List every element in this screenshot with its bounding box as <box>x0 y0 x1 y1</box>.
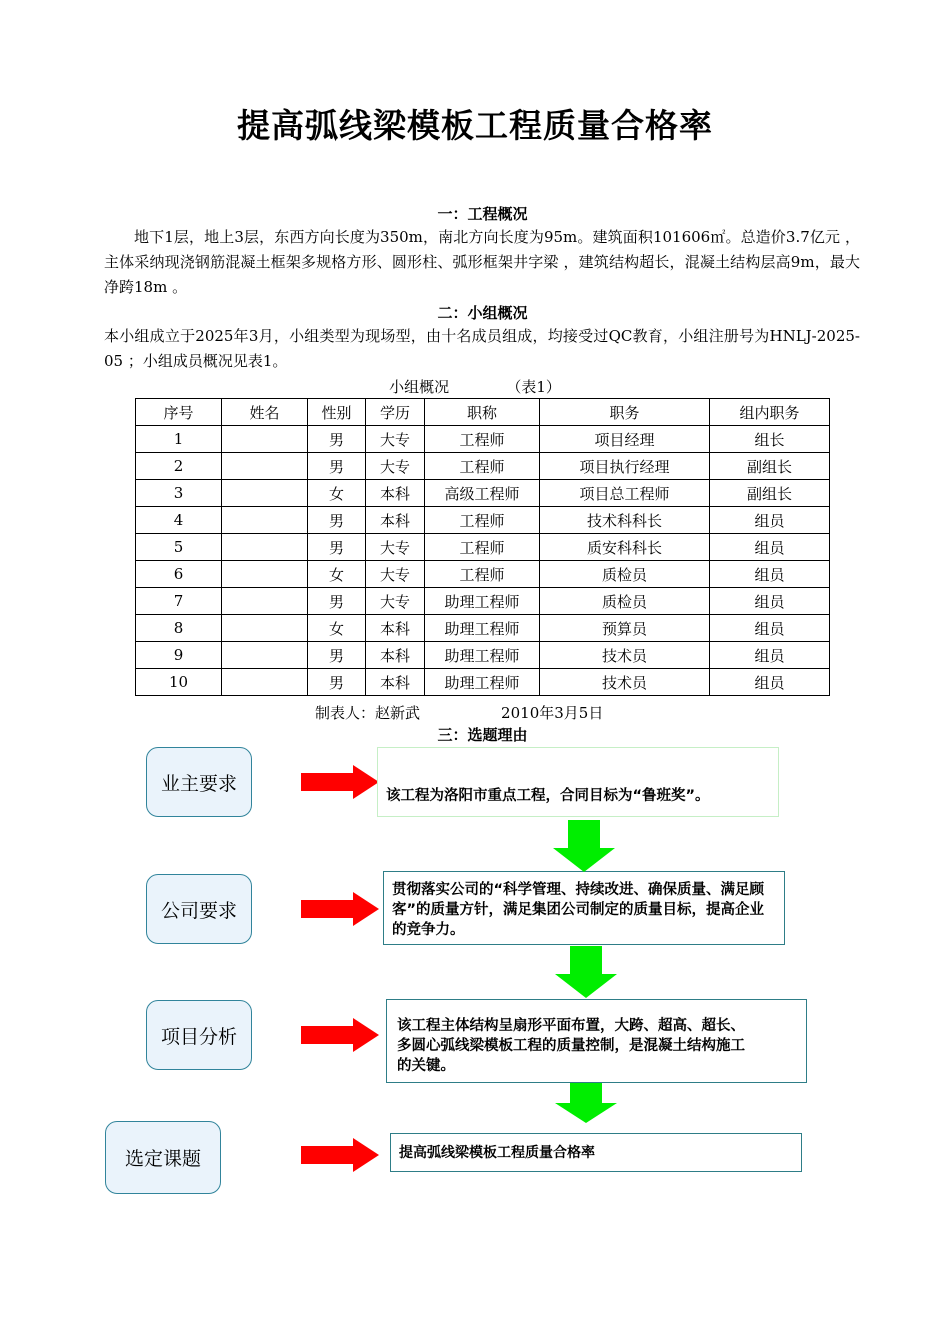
table-cell: 技术员 <box>540 642 710 669</box>
table-cell: 副组长 <box>710 480 830 507</box>
table-cell <box>222 426 308 453</box>
table-row <box>136 561 830 588</box>
table-row <box>136 588 830 615</box>
table-cell: 组员 <box>710 561 830 588</box>
table-cell: 本科 <box>366 669 425 696</box>
table-row <box>136 507 830 534</box>
table-cell: 女 <box>308 615 366 642</box>
table-cell: 本科 <box>366 642 425 669</box>
table-cell <box>222 669 308 696</box>
table-cell: 大专 <box>366 453 425 480</box>
table-cell: 大专 <box>366 534 425 561</box>
table-cell: 组员 <box>710 615 830 642</box>
table-cell: 组长 <box>710 426 830 453</box>
table-cell: 9 <box>136 642 222 669</box>
section-2-body: 本小组成立于2025年3月，小组类型为现场型，由十名成员组成，均接受过QC教育，小组注册号为HNLJ-2025-05 ；小组成员概况见表1。 <box>104 327 860 370</box>
table-cell: 男 <box>308 588 366 615</box>
table-header-row <box>136 399 830 426</box>
section-2-heading: 二：小组概况 <box>437 304 528 322</box>
table-cell: 4 <box>136 507 222 534</box>
table-cell: 女 <box>308 561 366 588</box>
table-cell <box>222 507 308 534</box>
table-cell: 质检员 <box>540 561 710 588</box>
flow-label-company: 公司要求 <box>146 874 252 944</box>
flow-label-project: 项目分析 <box>146 1000 252 1070</box>
table-cell: 组员 <box>710 669 830 696</box>
table-cell: 项目经理 <box>540 426 710 453</box>
table-caption: 小组概况 （表1） <box>389 378 561 396</box>
section-1-heading: 一：工程概况 <box>437 205 528 223</box>
table-header-cell: 职称 <box>425 399 540 426</box>
table-row <box>136 669 830 696</box>
table-row <box>136 534 830 561</box>
table-cell: 10 <box>136 669 222 696</box>
table-header-cell: 学历 <box>366 399 425 426</box>
table-cell <box>222 588 308 615</box>
table-cell: 工程师 <box>425 534 540 561</box>
section-1-body: 地下1层，地上3层，东西方向长度为350m，南北方向长度为95m。建筑面积101606㎡。总造价3.7亿元 ，主体采纳现浇钢筋混凝土框架多规格方形、圆形柱、弧形框架井字梁 ，建筑结构超长，混凝土结构层高9m，最大净跨18m 。 <box>104 228 860 296</box>
flow-text-owner: 该工程为洛阳市重点工程，合同目标为“鲁班奖”。 <box>377 747 779 817</box>
table-cell <box>222 534 308 561</box>
flow-text-project: 该工程主体结构呈扇形平面布置，大跨、超高、超长、多圆心弧线梁模板工程的质量控制，是混凝土结构施工的关键。 <box>386 999 807 1083</box>
table-cell: 8 <box>136 615 222 642</box>
table-cell: 女 <box>308 480 366 507</box>
table-cell: 本科 <box>366 507 425 534</box>
table-cell: 大专 <box>366 588 425 615</box>
table-header-cell: 序号 <box>136 399 222 426</box>
table-cell: 1 <box>136 426 222 453</box>
table-body <box>136 426 830 696</box>
member-table <box>135 398 830 696</box>
green-down-arrow-icon <box>554 946 618 998</box>
table-cell: 技术员 <box>540 669 710 696</box>
table-cell: 大专 <box>366 561 425 588</box>
table-cell: 工程师 <box>425 507 540 534</box>
table-cell: 3 <box>136 480 222 507</box>
table-cell: 助理工程师 <box>425 642 540 669</box>
table-header-cell: 组内职务 <box>710 399 830 426</box>
table-header-cell: 姓名 <box>222 399 308 426</box>
green-down-arrow-icon <box>552 820 616 872</box>
table-header-cell: 性别 <box>308 399 366 426</box>
flow-text-company: 贯彻落实公司的“科学管理、持续改进、确保质量、满足顾客”的质量方针，满足集团公司制定的质量目标，提高企业的竞争力。 <box>383 871 785 945</box>
table-cell: 男 <box>308 507 366 534</box>
table-header-cell: 职务 <box>540 399 710 426</box>
table-cell: 助理工程师 <box>425 669 540 696</box>
table-cell: 组员 <box>710 507 830 534</box>
table-row <box>136 480 830 507</box>
green-down-arrow-icon <box>554 1083 618 1123</box>
red-arrow-icon <box>301 765 381 799</box>
table-cell <box>222 642 308 669</box>
table-row <box>136 642 830 669</box>
table-cell: 本科 <box>366 615 425 642</box>
table-cell: 项目总工程师 <box>540 480 710 507</box>
table-row <box>136 426 830 453</box>
table-cell <box>222 480 308 507</box>
table-cell: 质安科科长 <box>540 534 710 561</box>
table-cell: 组员 <box>710 534 830 561</box>
table-cell: 男 <box>308 534 366 561</box>
table-cell: 男 <box>308 426 366 453</box>
red-arrow-icon <box>301 892 381 926</box>
flow-label-topic: 选定课题 <box>105 1121 221 1194</box>
table-cell: 高级工程师 <box>425 480 540 507</box>
table-cell: 助理工程师 <box>425 588 540 615</box>
table-row <box>136 453 830 480</box>
table-cell <box>222 453 308 480</box>
table-cell: 质检员 <box>540 588 710 615</box>
table-cell: 副组长 <box>710 453 830 480</box>
table-cell: 组员 <box>710 642 830 669</box>
table-cell: 工程师 <box>425 426 540 453</box>
table-row <box>136 615 830 642</box>
red-arrow-icon <box>301 1138 381 1172</box>
document-title: 提高弧线梁模板工程质量合格率 <box>237 106 713 145</box>
table-cell <box>222 561 308 588</box>
table-cell: 工程师 <box>425 453 540 480</box>
section-3-heading: 三：选题理由 <box>437 726 528 744</box>
table-cell: 预算员 <box>540 615 710 642</box>
table-cell: 工程师 <box>425 561 540 588</box>
table-cell <box>222 615 308 642</box>
table-cell: 男 <box>308 642 366 669</box>
table-cell: 本科 <box>366 480 425 507</box>
table-cell: 男 <box>308 669 366 696</box>
table-footer: 制表人：赵新武 2010年3月5日 <box>315 704 604 722</box>
table-cell: 6 <box>136 561 222 588</box>
table-cell: 助理工程师 <box>425 615 540 642</box>
table-cell: 技术科科长 <box>540 507 710 534</box>
red-arrow-icon <box>301 1018 381 1052</box>
flow-label-owner: 业主要求 <box>146 747 252 817</box>
table-cell: 组员 <box>710 588 830 615</box>
table-cell: 男 <box>308 453 366 480</box>
table-cell: 大专 <box>366 426 425 453</box>
table-cell: 项目执行经理 <box>540 453 710 480</box>
table-cell: 5 <box>136 534 222 561</box>
table-cell: 2 <box>136 453 222 480</box>
flow-text-topic: 提高弧线梁模板工程质量合格率 <box>390 1133 802 1172</box>
table-cell: 7 <box>136 588 222 615</box>
